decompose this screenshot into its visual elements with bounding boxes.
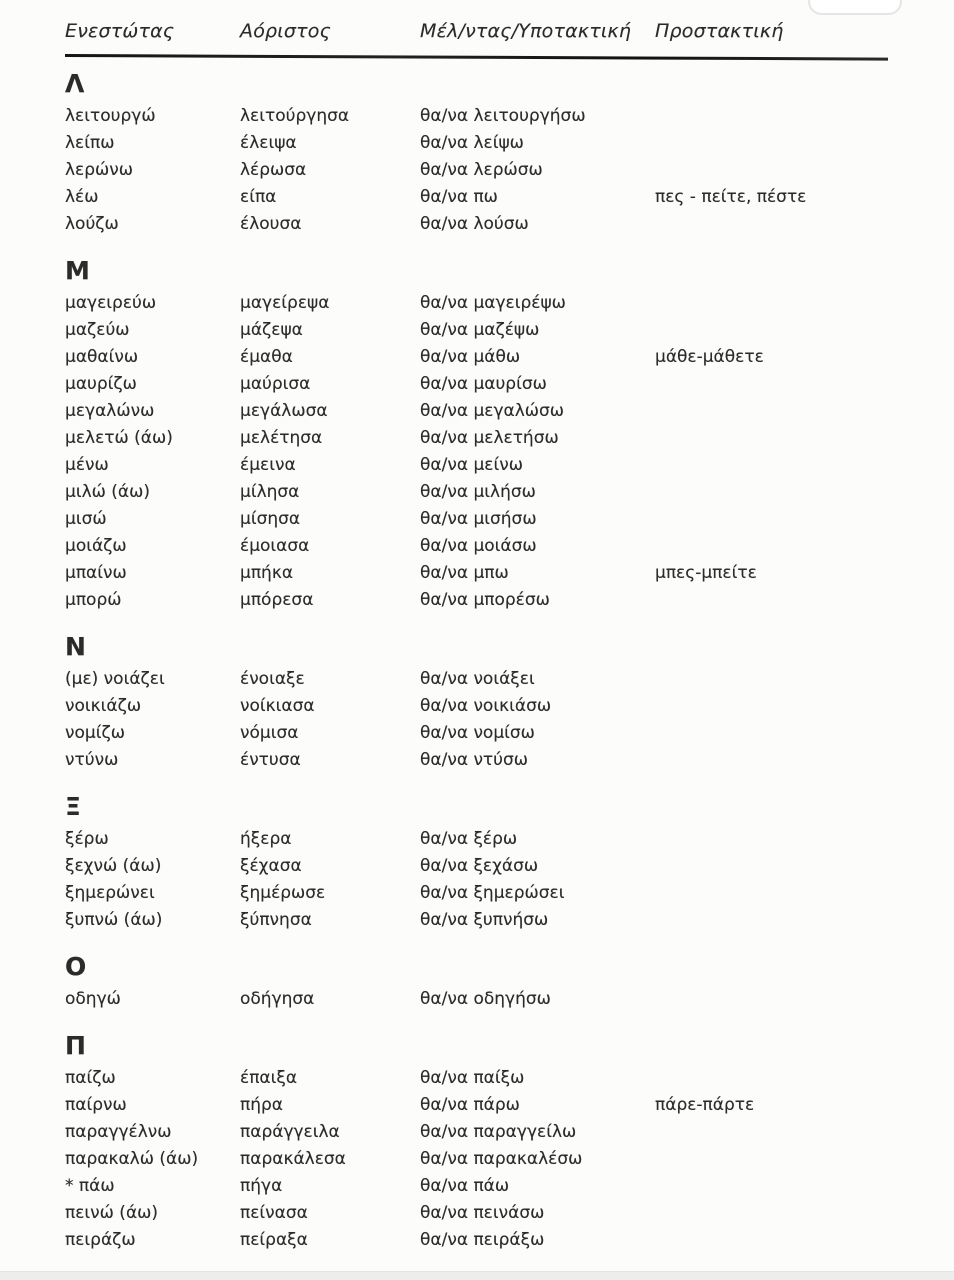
verb-row [65, 425, 895, 452]
aorist-cell: πείραξα [240, 1230, 308, 1250]
verb-row [65, 693, 895, 720]
imperative-cell [655, 880, 895, 907]
aorist-cell: ξέχασα [240, 856, 302, 876]
aorist-cell: μεγάλωσα [240, 401, 328, 421]
present-cell: μελετώ (άω) [65, 428, 173, 448]
aorist-cell: πήγα [240, 1176, 283, 1196]
aorist-cell: μαύρισα [240, 374, 311, 394]
future-subjunctive-cell: θα/να ντύσω [420, 750, 529, 770]
imperative-cell [655, 826, 895, 853]
aorist-cell: μαγείρεψα [240, 293, 330, 313]
imperative-cell [655, 506, 895, 533]
column-header-imperative: Προστακτική [655, 20, 784, 42]
imperative-cell [655, 907, 895, 934]
present-cell: νομίζω [65, 723, 125, 743]
present-cell: ξημερώνει [65, 883, 155, 903]
imperative-cell [655, 747, 895, 774]
section-letter: Ν [65, 632, 86, 661]
future-subjunctive-cell: θα/να μάθω [420, 347, 521, 367]
imperative-cell [655, 853, 895, 880]
imperative-cell [655, 157, 895, 184]
present-cell: μιλώ (άω) [65, 482, 150, 502]
future-subjunctive-cell: θα/να πεινάσω [420, 1203, 545, 1223]
aorist-cell: έπαιξα [240, 1068, 298, 1088]
aorist-cell: ξύπνησα [240, 910, 312, 930]
present-cell: λειτουργώ [65, 106, 156, 126]
verb-row [65, 986, 895, 1013]
imperative-cell [655, 290, 895, 317]
future-subjunctive-cell: θα/να λερώσω [420, 160, 543, 180]
verb-row [65, 1146, 895, 1173]
present-cell: λέω [65, 187, 99, 207]
present-cell: μαθαίνω [65, 347, 139, 367]
header-divider-line [65, 54, 888, 61]
imperative-cell [655, 1227, 895, 1254]
aorist-cell: έλειψα [240, 133, 297, 153]
imperative-cell [655, 452, 895, 479]
present-cell: λούζω [65, 214, 119, 234]
aorist-cell: μάζεψα [240, 320, 303, 340]
verb-row [65, 560, 895, 587]
imperative-cell [655, 587, 895, 614]
verb-row [65, 211, 895, 238]
imperative-cell: μάθε-μάθετε [655, 347, 764, 367]
future-subjunctive-cell: θα/να μπω [420, 563, 509, 583]
present-cell: ντύνω [65, 750, 119, 770]
present-cell: παίρνω [65, 1095, 127, 1115]
present-cell: (με) νοιάζει [65, 669, 165, 689]
present-cell: μαζεύω [65, 320, 130, 340]
verb-section-Μ [65, 256, 895, 614]
present-cell: λείπω [65, 133, 115, 153]
imperative-cell [655, 103, 895, 130]
future-subjunctive-cell: θα/να πειράξω [420, 1230, 545, 1250]
verb-row [65, 1227, 895, 1254]
present-cell: μοιάζω [65, 536, 127, 556]
future-subjunctive-cell: θα/να ξέρω [420, 829, 518, 849]
present-cell: μισώ [65, 509, 107, 529]
aorist-cell: οδήγησα [240, 989, 315, 1009]
future-subjunctive-cell: θα/να λούσω [420, 214, 529, 234]
present-cell: μαυρίζω [65, 374, 137, 394]
imperative-cell [655, 533, 895, 560]
verb-row [65, 344, 895, 371]
imperative-cell [655, 1173, 895, 1200]
verb-row [65, 184, 895, 211]
future-subjunctive-cell: θα/να ξημερώσει [420, 883, 565, 903]
future-subjunctive-cell: θα/να νοιάξει [420, 669, 535, 689]
verb-section-Λ [65, 69, 895, 238]
present-cell: πεινώ (άω) [65, 1203, 159, 1223]
imperative-cell: πες - πείτε, πέστε [655, 187, 807, 207]
verb-section-Ο [65, 952, 895, 1013]
present-cell: μπαίνω [65, 563, 127, 583]
future-subjunctive-cell: θα/να λείψω [420, 133, 524, 153]
section-letter: Ο [65, 952, 87, 981]
aorist-cell: παρακάλεσα [240, 1149, 346, 1169]
verb-row [65, 1065, 895, 1092]
imperative-cell [655, 398, 895, 425]
imperative-cell [655, 720, 895, 747]
verb-row [65, 1200, 895, 1227]
imperative-cell [655, 693, 895, 720]
verb-row [65, 479, 895, 506]
verb-row [65, 1119, 895, 1146]
aorist-cell: μελέτησα [240, 428, 323, 448]
section-letter: Μ [65, 256, 90, 285]
column-header-future-subjunctive: Μέλ/ντας/Υποτακτική [420, 20, 632, 42]
future-subjunctive-cell: θα/να οδηγήσω [420, 989, 551, 1009]
future-subjunctive-cell: θα/να νοικιάσω [420, 696, 552, 716]
aorist-cell: είπα [240, 187, 277, 207]
verb-row [65, 587, 895, 614]
table-body [65, 69, 895, 1254]
section-letter: Π [65, 1031, 86, 1060]
future-subjunctive-cell: θα/να πάω [420, 1176, 510, 1196]
aorist-cell: ένοιαξε [240, 669, 305, 689]
future-subjunctive-cell: θα/να μείνω [420, 455, 523, 475]
aorist-cell: έμαθα [240, 347, 293, 367]
verb-section-Π [65, 1031, 895, 1254]
aorist-cell: λειτούργησα [240, 106, 350, 126]
verb-row [65, 398, 895, 425]
verb-row [65, 103, 895, 130]
present-cell: λερώνω [65, 160, 134, 180]
future-subjunctive-cell: θα/να ξυπνήσω [420, 910, 549, 930]
verb-row [65, 826, 895, 853]
aorist-cell: μπόρεσα [240, 590, 314, 610]
verb-row [65, 533, 895, 560]
verb-section-Ν [65, 632, 895, 774]
imperative-cell [655, 211, 895, 238]
verb-row [65, 880, 895, 907]
imperative-cell [655, 425, 895, 452]
aorist-cell: μίσησα [240, 509, 301, 529]
present-cell: μαγειρεύω [65, 293, 157, 313]
aorist-cell: έμοιασα [240, 536, 310, 556]
future-subjunctive-cell: θα/να μιλήσω [420, 482, 536, 502]
future-subjunctive-cell: θα/να νομίσω [420, 723, 535, 743]
verb-row [65, 1173, 895, 1200]
present-cell: παρακαλώ (άω) [65, 1149, 199, 1169]
imperative-cell [655, 1200, 895, 1227]
aorist-cell: πήρα [240, 1095, 284, 1115]
aorist-cell: έντυσα [240, 750, 301, 770]
verb-row [65, 290, 895, 317]
column-header-present: Ενεστώτας [65, 20, 175, 42]
verb-row [65, 747, 895, 774]
verb-row [65, 371, 895, 398]
present-cell: οδηγώ [65, 989, 121, 1009]
future-subjunctive-cell: θα/να λειτουργήσω [420, 106, 586, 126]
present-cell: μεγαλώνω [65, 401, 155, 421]
page-bottom-edge [0, 1271, 954, 1280]
future-subjunctive-cell: θα/να μοιάσω [420, 536, 537, 556]
verb-row [65, 1092, 895, 1119]
table-header-row [65, 20, 895, 52]
imperative-cell [655, 130, 895, 157]
imperative-cell [655, 479, 895, 506]
verb-row [65, 317, 895, 344]
future-subjunctive-cell: θα/να μαγειρέψω [420, 293, 566, 313]
present-cell: πειράζω [65, 1230, 136, 1250]
present-cell: παραγγέλνω [65, 1122, 172, 1142]
future-subjunctive-cell: θα/να μπορέσω [420, 590, 550, 610]
verb-conjugation-table [65, 20, 895, 1254]
imperative-cell [655, 371, 895, 398]
verb-row [65, 907, 895, 934]
present-cell: ξυπνώ (άω) [65, 910, 163, 930]
future-subjunctive-cell: θα/να μαυρίσω [420, 374, 547, 394]
aorist-cell: παράγγειλα [240, 1122, 340, 1142]
future-subjunctive-cell: θα/να μισήσω [420, 509, 537, 529]
aorist-cell: έλουσα [240, 214, 302, 234]
present-cell: παίζω [65, 1068, 116, 1088]
imperative-cell [655, 1146, 895, 1173]
verb-row [65, 130, 895, 157]
aorist-cell: έμεινα [240, 455, 296, 475]
section-letter: Ξ [65, 792, 81, 821]
imperative-cell: μπες-μπείτε [655, 563, 757, 583]
verb-row [65, 506, 895, 533]
future-subjunctive-cell: θα/να μελετήσω [420, 428, 559, 448]
top-edge-pill-button[interactable] [808, 0, 902, 15]
imperative-cell [655, 317, 895, 344]
future-subjunctive-cell: θα/να μαζέψω [420, 320, 540, 340]
verb-row [65, 853, 895, 880]
aorist-cell: μπήκα [240, 563, 294, 583]
verb-row [65, 452, 895, 479]
section-letter: Λ [65, 69, 85, 98]
aorist-cell: νόμισα [240, 723, 299, 743]
imperative-cell: πάρε-πάρτε [655, 1095, 755, 1115]
imperative-cell [655, 1119, 895, 1146]
future-subjunctive-cell: θα/να μεγαλώσω [420, 401, 565, 421]
aorist-cell: ξημέρωσε [240, 883, 326, 903]
verb-section-Ξ [65, 792, 895, 934]
present-cell: μπορώ [65, 590, 122, 610]
future-subjunctive-cell: θα/να παραγγείλω [420, 1122, 577, 1142]
future-subjunctive-cell: θα/να πω [420, 187, 498, 207]
aorist-cell: μίλησα [240, 482, 300, 502]
future-subjunctive-cell: θα/να παρακαλέσω [420, 1149, 583, 1169]
verb-row [65, 666, 895, 693]
present-cell: ξεχνώ (άω) [65, 856, 162, 876]
present-cell: ξέρω [65, 829, 109, 849]
verb-row [65, 720, 895, 747]
imperative-cell [655, 666, 895, 693]
aorist-cell: νοίκιασα [240, 696, 315, 716]
imperative-cell [655, 1065, 895, 1092]
present-cell: νοικιάζω [65, 696, 142, 716]
verb-row [65, 157, 895, 184]
present-cell: * πάω [65, 1176, 115, 1196]
future-subjunctive-cell: θα/να ξεχάσω [420, 856, 539, 876]
column-header-aorist: Αόριστος [240, 20, 331, 42]
imperative-cell [655, 986, 895, 1013]
future-subjunctive-cell: θα/να πάρω [420, 1095, 520, 1115]
aorist-cell: πείνασα [240, 1203, 308, 1223]
aorist-cell: λέρωσα [240, 160, 307, 180]
aorist-cell: ήξερα [240, 829, 292, 849]
present-cell: μένω [65, 455, 109, 475]
future-subjunctive-cell: θα/να παίξω [420, 1068, 525, 1088]
